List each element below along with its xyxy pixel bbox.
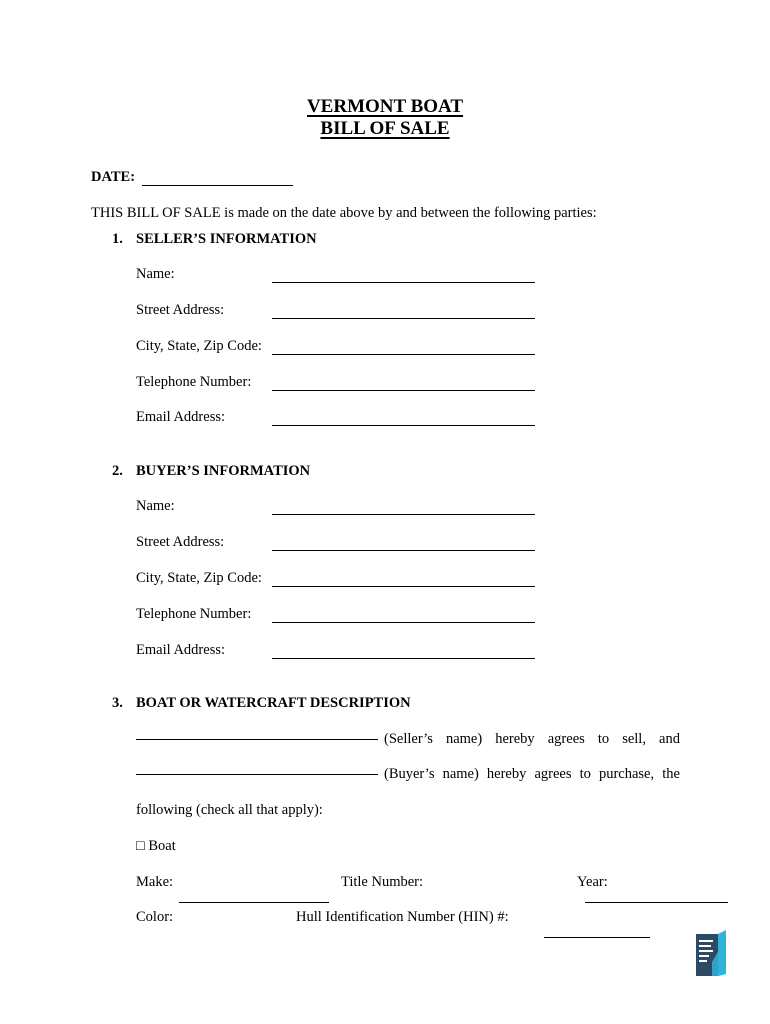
make-label: Make: [136, 874, 174, 890]
buyer-section-number: 2. [112, 463, 123, 479]
date-field[interactable] [142, 185, 293, 186]
agreement-word: to [597, 731, 610, 747]
agreement-word: (Buyer’s [384, 766, 435, 782]
agreement-word: to [579, 766, 591, 782]
seller-name-field[interactable] [272, 282, 535, 283]
agreement-word: sell, [622, 731, 646, 747]
buyer-street-label: Street Address: [136, 534, 225, 550]
seller-agreement-line [136, 731, 680, 748]
seller-phone-label: Telephone Number: [136, 374, 252, 390]
title-number-field[interactable] [585, 902, 728, 903]
boat-checkbox-row[interactable] [136, 838, 176, 855]
document-logo-icon [694, 930, 728, 980]
agreement-word: hereby [486, 766, 527, 782]
document-title-line-2: BILL OF SALE [320, 118, 450, 139]
agreement-word: name) [445, 731, 483, 747]
agreement-word: hereby [495, 731, 535, 747]
agreement-word: purchase, [598, 766, 655, 782]
agreement-word: (Seller’s [384, 731, 433, 747]
seller-city-field[interactable] [272, 354, 535, 355]
year-label: Year: [577, 874, 608, 890]
buyer-name-field[interactable] [272, 514, 535, 515]
color-field[interactable] [544, 937, 650, 938]
buyer-name-blank[interactable] [136, 774, 378, 775]
seller-phone-field[interactable] [272, 390, 535, 391]
agreement-word: agrees [534, 766, 572, 782]
boat-checkbox-label: Boat [148, 838, 176, 854]
buyer-city-field[interactable] [272, 586, 535, 587]
make-field[interactable] [179, 902, 329, 903]
following-text: following (check all that apply): [136, 802, 323, 818]
intro-text: THIS BILL OF SALE is made on the date above by and between the following parties: [91, 205, 597, 221]
boat-section-heading: BOAT OR WATERCRAFT DESCRIPTION [136, 695, 411, 711]
seller-city-label: City, State, Zip Code: [136, 338, 262, 354]
seller-street-field[interactable] [272, 318, 535, 319]
document-title-line-1: VERMONT BOAT [306, 96, 464, 117]
buyer-email-field[interactable] [272, 658, 535, 659]
seller-email-label: Email Address: [136, 409, 226, 425]
agreement-word: agrees [547, 731, 585, 747]
date-label: DATE: [91, 169, 136, 185]
buyer-phone-field[interactable] [272, 622, 535, 623]
seller-section-heading: SELLER’S INFORMATION [136, 231, 317, 247]
buyer-agreement-line [136, 766, 680, 783]
color-label: Color: [136, 909, 174, 925]
agreement-word: the [662, 766, 680, 782]
checkbox-icon[interactable]: □ [136, 838, 145, 854]
buyer-city-label: City, State, Zip Code: [136, 570, 262, 586]
buyer-street-field[interactable] [272, 550, 535, 551]
agreement-word: name) [442, 766, 479, 782]
buyer-email-label: Email Address: [136, 642, 226, 658]
seller-name-label: Name: [136, 266, 175, 282]
title-number-label: Title Number: [341, 874, 424, 890]
seller-street-label: Street Address: [136, 302, 225, 318]
boat-section-number: 3. [112, 695, 123, 711]
hin-label: Hull Identification Number (HIN) #: [296, 909, 509, 925]
agreement-word: and [659, 731, 680, 747]
seller-section-number: 1. [112, 231, 123, 247]
seller-email-field[interactable] [272, 425, 535, 426]
seller-name-blank[interactable] [136, 739, 378, 740]
buyer-name-label: Name: [136, 498, 175, 514]
buyer-section-heading: BUYER’S INFORMATION [136, 463, 311, 479]
buyer-phone-label: Telephone Number: [136, 606, 252, 622]
